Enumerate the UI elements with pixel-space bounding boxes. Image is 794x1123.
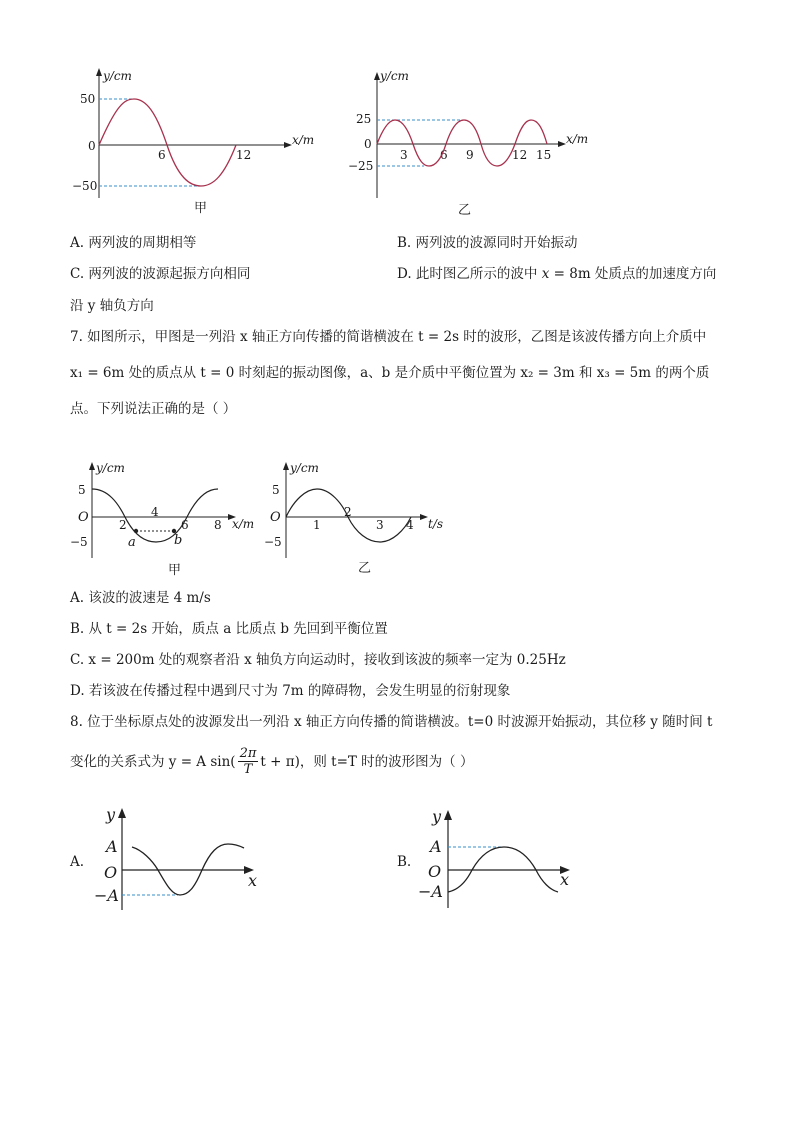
tick-label-6: 6	[158, 148, 166, 162]
tick-label-minus-5: −5	[264, 535, 282, 549]
tick-label-5: 5	[78, 483, 86, 497]
wave-curve	[99, 99, 236, 186]
q8-option-b-label: B.	[397, 854, 412, 870]
figure-caption: 乙	[458, 203, 472, 218]
tick-label-50: 50	[80, 92, 96, 106]
origin-label: 0	[364, 137, 372, 151]
neg-amplitude-label: −A	[418, 882, 443, 901]
point-b-label: b	[174, 533, 183, 548]
origin-label: 0	[88, 139, 96, 153]
origin-label: O	[428, 862, 442, 881]
tick-label-6: 6	[440, 148, 448, 162]
y-axis-label: y/cm	[96, 461, 125, 475]
y-axis-arrow	[283, 462, 289, 470]
q8-fraction	[238, 746, 259, 777]
q6-option-c: C. 两列波的波源起振方向相同	[70, 266, 251, 282]
tick-label-1: 1	[313, 518, 321, 532]
tick-label-12: 12	[512, 148, 528, 162]
tick-label-minus-5: −5	[70, 535, 88, 549]
q6-option-d-pre: D. 此时图乙所示的波中	[397, 266, 542, 282]
x-axis-label: x/m	[566, 132, 589, 146]
tick-label-minus-50: −50	[72, 179, 98, 193]
tick-label-4: 4	[151, 505, 159, 519]
y-axis-arrow	[444, 810, 452, 820]
q6-figure-yi	[340, 62, 600, 218]
x-axis-arrow	[558, 141, 566, 147]
q8-fraction-denominator: T	[243, 762, 253, 777]
q8-option-a-graph	[90, 800, 260, 910]
tick-label-15: 15	[536, 148, 552, 162]
q7-stem-line-1: 7. 如图所示，甲图是一列沿 x 轴正方向传播的简谐横波在 t = 2s 时的波形，乙图是该波传播方向上介质中	[70, 329, 707, 345]
q7-figure-yi	[262, 458, 452, 578]
tick-label-5: 5	[272, 483, 280, 497]
q8-formula-pre: 变化的关系式为 y = A sin(	[70, 753, 236, 770]
y-axis-label: y	[432, 807, 442, 826]
tick-label-3: 3	[400, 148, 408, 162]
q8-stem-line-1: 8. 位于坐标原点处的波源发出一列沿 x 轴正方向传播的简谐横波。t=0 时波源开始振动，其位移 y 随时间 t	[70, 714, 713, 730]
q6-option-b: B. 两列波的波源同时开始振动	[397, 235, 578, 251]
y-axis-arrow	[96, 68, 102, 76]
tick-label-8: 8	[214, 518, 222, 532]
q6-option-d-post: = 8m 处质点的加速度方向	[549, 266, 717, 282]
y-axis-label: y/cm	[380, 69, 409, 83]
q7-option-a: A. 该波的波速是 4 m/s	[70, 590, 211, 606]
amplitude-label: A	[430, 837, 442, 856]
figure-caption: 乙	[358, 561, 372, 576]
q7-stem-line-3: 点。下列说法正确的是（ ）	[70, 401, 237, 417]
tick-label-6: 6	[181, 518, 189, 532]
q8-formula-post: t + π)，则 t=T 时的波形图为（ ）	[260, 753, 474, 770]
y-axis-label: y	[106, 805, 116, 824]
tick-label-3: 3	[376, 518, 384, 532]
x-axis-label: t/s	[428, 517, 444, 531]
x-axis-label: x/m	[232, 517, 255, 531]
y-axis-arrow	[118, 808, 126, 818]
q8-fraction-numerator: 2π	[239, 746, 257, 761]
tick-label-4: 4	[406, 518, 414, 532]
x-axis-arrow	[284, 142, 292, 148]
q6-option-d-line2: 沿 y 轴负方向	[70, 298, 154, 314]
tick-label-2: 2	[119, 518, 127, 532]
point-a-marker	[134, 529, 138, 533]
q6-option-d	[397, 265, 716, 283]
q7-figure-jia	[70, 458, 260, 578]
figure-caption: 甲	[168, 563, 182, 578]
q7-option-c: C. x = 200m 处的观察者沿 x 轴负方向运动时，接收到该波的频率一定为 0.25Hz	[70, 652, 566, 668]
x-axis-label: x	[248, 871, 258, 890]
tick-label-2: 2	[344, 505, 352, 519]
tick-label-25: 25	[356, 112, 372, 126]
x-axis-label: x/m	[292, 133, 315, 147]
q7-option-d: D. 若该波在传播过程中遇到尺寸为 7m 的障碍物，会发生明显的衍射现象	[70, 683, 511, 699]
y-axis-label: y/cm	[290, 461, 319, 475]
figure-caption: 甲	[194, 201, 208, 216]
q6-option-a: A. 两列波的周期相等	[70, 235, 197, 251]
tick-label-minus-25: −25	[348, 159, 374, 173]
point-a-label: a	[128, 535, 136, 550]
y-axis-label: y/cm	[103, 69, 132, 83]
q8-option-a-label: A.	[70, 854, 85, 870]
q8-stem-line-2	[70, 746, 473, 777]
origin-label: O	[104, 863, 118, 882]
q7-stem-line-2: x₁ = 6m 处的质点从 t = 0 时刻起的振动图像，a、b 是介质中平衡位置为 x₂ = 3m 和 x₃ = 5m 的两个质	[70, 365, 710, 381]
y-axis-arrow	[89, 462, 95, 470]
q8-option-b-graph	[410, 800, 580, 910]
origin-label: O	[270, 510, 281, 525]
neg-amplitude-label: −A	[94, 886, 119, 905]
tick-label-9: 9	[466, 148, 474, 162]
x-axis-arrow	[420, 514, 428, 520]
q6-option-d-var: x	[541, 266, 550, 282]
tick-label-12: 12	[236, 148, 252, 162]
x-axis-label: x	[560, 870, 570, 889]
amplitude-label: A	[106, 837, 118, 856]
q7-option-b: B. 从 t = 2s 开始，质点 a 比质点 b 先回到平衡位置	[70, 621, 388, 637]
origin-label: O	[78, 510, 89, 525]
q6-figure-jia	[70, 62, 330, 216]
